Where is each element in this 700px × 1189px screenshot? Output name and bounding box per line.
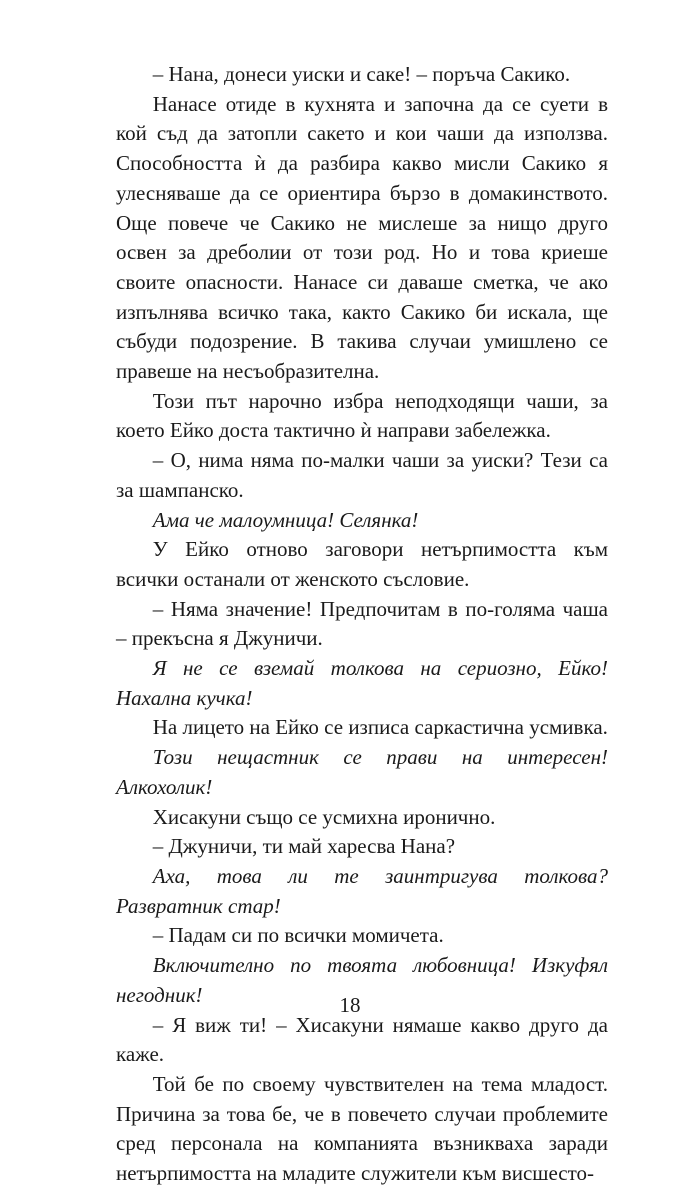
paragraph: – Я виж ти! – Хисакуни нямаше какво друго да каже. (116, 1012, 608, 1067)
paragraph: – Нана, донеси уиски и саке! – поръча Сакико. (152, 62, 571, 86)
page-number: 18 (339, 993, 361, 1017)
paragraph: – Падам си по всички момичета. (152, 923, 444, 948)
thought-paragraph: Този нещастник се прави на интересен! Алкохолик! (116, 745, 608, 799)
thought-paragraph: Ама че малоумница! Селянка! (152, 507, 419, 532)
thought-paragraph: Я не се вземай толкова на сериозно, Ейко! Нахална кучка! (116, 656, 608, 710)
paragraph: Хисакуни също се усмихна иронично. (152, 804, 496, 829)
thought-paragraph: Включително по твоята любовница! Изкуфял негодник! (116, 953, 608, 1007)
paragraph: Той бе по своему чувствителен на тема младост. Причина за това бе, че в повечето случаи проблемите сред персонала на компанията възникваха заради нетърпимостта на младите служители към висшесто- (116, 1071, 608, 1186)
paragraph: – Няма значение! Предпочитам в по-голяма чаша – прекъсна я Джуничи. (116, 596, 608, 651)
paragraph: – Джуничи, ти май харесва Нана? (152, 834, 456, 859)
body-text (116, 60, 608, 1189)
paragraph: Нанасе отиде в кухнята и започна да се суети в кой съд да затопли сакето и кои чаши да използва. Способността ѝ да разбира какво мисли Сакико я улесняваше да се ориентира бързо в домакинството. Още повече че Сакико не мислеше за нищо друго освен за дреболии от този род. Но и това криеше своите опасности. Нанасе си даваше сметка, че ако изпълнява всичко така, както Сакико би искала, ще събуди подозрение. В такива случаи умишлено се правеше на несъобразителна. (116, 91, 608, 384)
thought-paragraph: Аха, това ли те заинтригува толкова? Развратник стар! (116, 863, 608, 918)
paragraph: Този път нарочно избра неподходящи чаши, за което Ейко доста тактично ѝ направи забележка. (116, 388, 608, 443)
paragraph: На лицето на Ейко се изписа саркастична усмивка. (152, 715, 608, 740)
paragraph: У Ейко отново заговори нетърпимостта към всички останали от женското съсловие. (116, 537, 608, 591)
paragraph: – О, нима няма по-малки чаши за уиски? Тези са за шампанско. (116, 448, 608, 502)
